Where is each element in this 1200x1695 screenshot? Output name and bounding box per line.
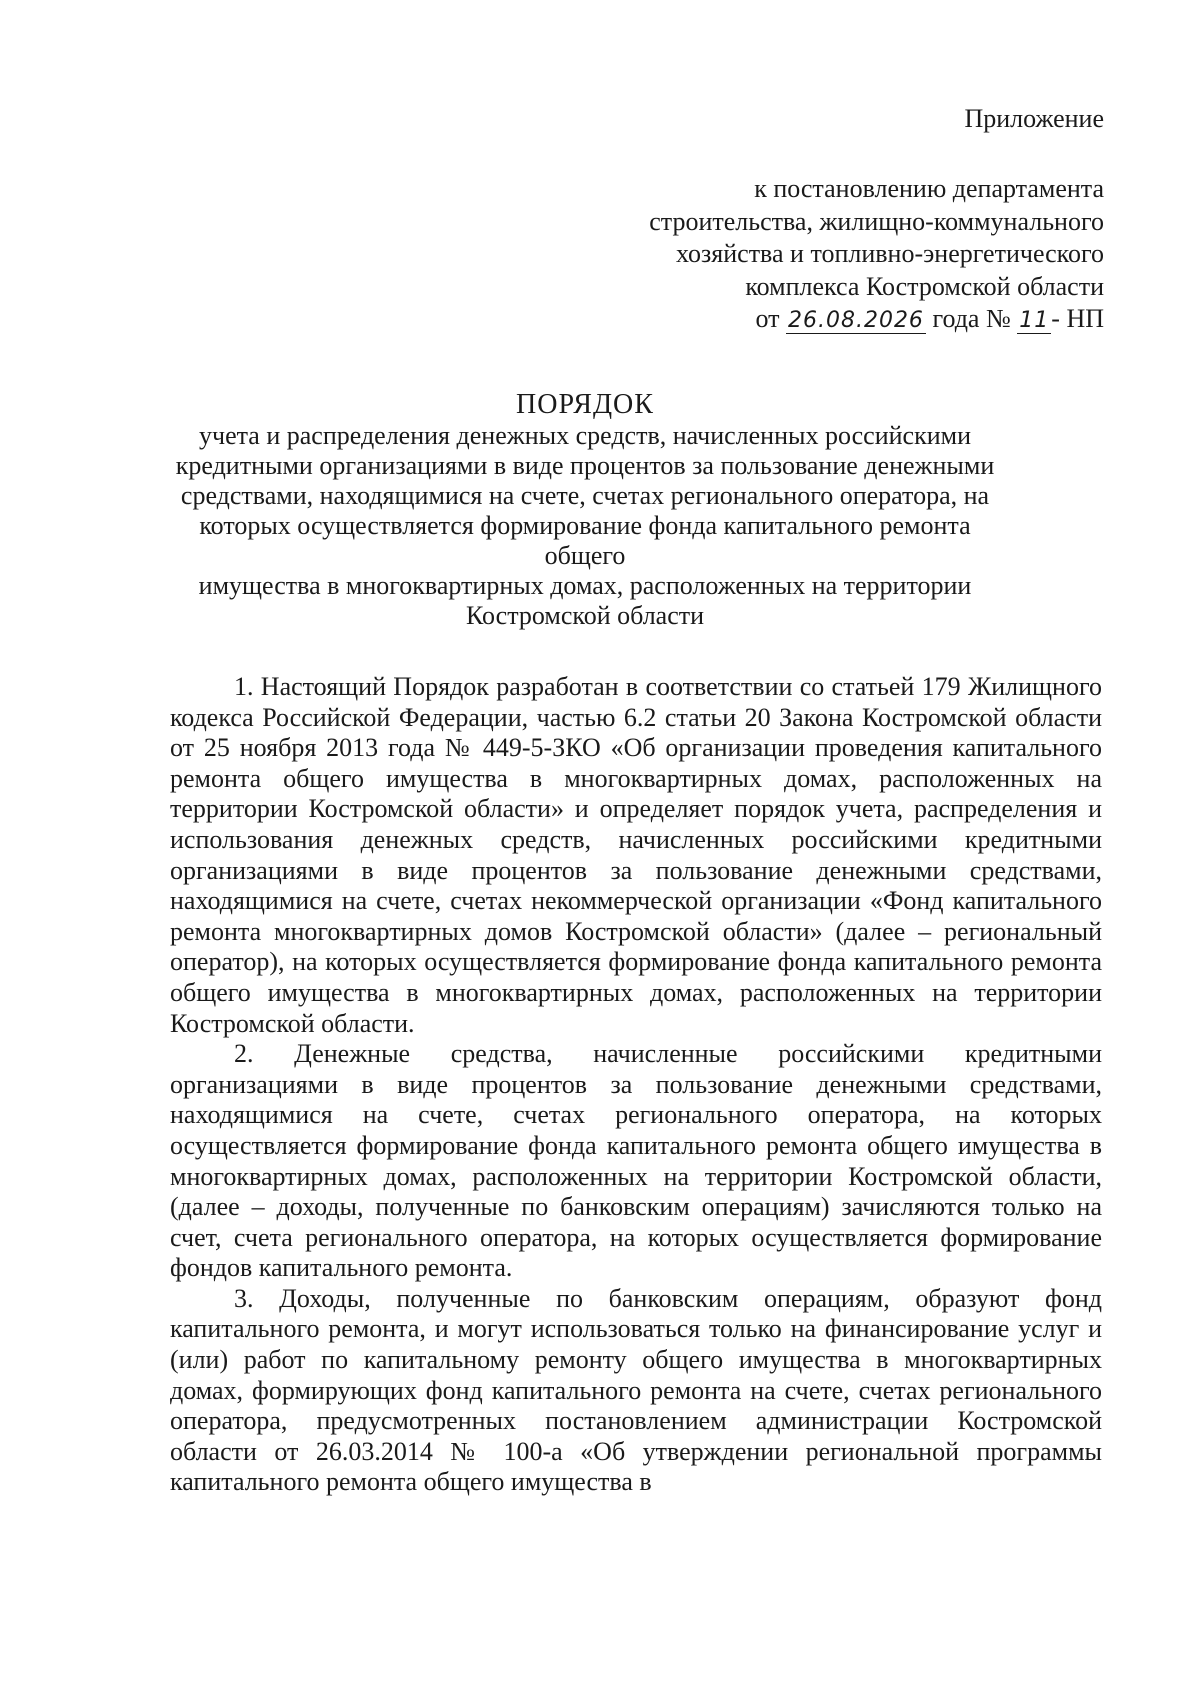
date-prefix: от (755, 304, 780, 333)
subtitle-line: имущества в многоквартирных домах, расположенных на территории (198, 571, 972, 600)
document-body (170, 672, 1102, 1498)
number-suffix: - НП (1051, 304, 1104, 333)
subtitle-line: кредитными организациями в виде процентов за пользование денежными (175, 451, 995, 480)
paragraph-3: 3. Доходы, полученные по банковским операциям, образуют фонд капитального ремонта, и могут использоваться только на финансирование услуг и (или) работ по капитальному ремонту общего имущества в многоквартирных домах, формирующих фонд капитального ремонта на счете, счетах регионального оператора, предусмотренных постановлением администрации Костромской области от 26.03.2014 № 100-а «Об утверждении региональной программы капитального ремонта общего имущества в (170, 1283, 1102, 1497)
subtitle-line: учета и распределения денежных средств, начисленных российскими (199, 421, 971, 450)
appendix-line-2: строительства, жилищно-коммунального (649, 206, 1104, 236)
paragraph-2: 2. Денежные средства, начисленные российскими кредитными организациями в виде процентов за пользование денежными средствами, находящимися на счете, счетах регионального оператора, на которых осуществляется формирование фонда капитального ремонта общего имущества в многоквартирных домах, расположенных на территории Костромской области, (далее – доходы, полученные по банковским операциям) зачисляются только на счет, счета регионального оператора, на которых осуществляется формирование фондов капитального ремонта. (170, 1039, 1102, 1283)
paragraph-1: 1. Настоящий Порядок разработан в соответствии со статьей 179 Жилищного кодекса Российской Федерации, частью 6.2 статьи 20 Закона Костромской области от 25 ноября 2013 года № 449-5-ЗКО «Об организации проведения капитального ремонта общего имущества в многоквартирных домах, расположенных на территории Костромской области» и определяет порядок учета, распределения и использования денежных средств, начисленных российскими кредитными организациями в виде процентов за пользование денежными средствами, находящимися на счете, счетах некоммерческой организации «Фонд капитального ремонта многоквартирных домов Костромской области» (далее – региональный оператор), на которых осуществляется формирование фонда капитального ремонта общего имущества в многоквартирных домах, расположенных на территории Костромской области. (170, 672, 1102, 1038)
appendix-line-3: хозяйства и топливно-энергетического (676, 239, 1104, 268)
appendix-line-4: комплекса Костромской области (745, 271, 1104, 301)
document-subtitle (170, 421, 1000, 631)
appendix-line-1: к постановлению департамента (754, 174, 1104, 203)
document-title: ПОРЯДОК (516, 389, 654, 420)
appendix-reference (584, 173, 1104, 336)
subtitle-line: Костромской области (465, 601, 705, 630)
subtitle-line: которых осуществляется формирование фонда капитального ремонта общего (199, 511, 971, 570)
appendix-date-line (584, 303, 1104, 336)
year-word: года № (932, 304, 1011, 333)
appendix-title: Приложение (964, 104, 1104, 133)
handwritten-number: 11 (1019, 308, 1050, 333)
handwritten-date: 26.08.2026 (787, 308, 924, 333)
subtitle-line: средствами, находящимися на счете, счетах регионального оператора, на (180, 481, 990, 510)
